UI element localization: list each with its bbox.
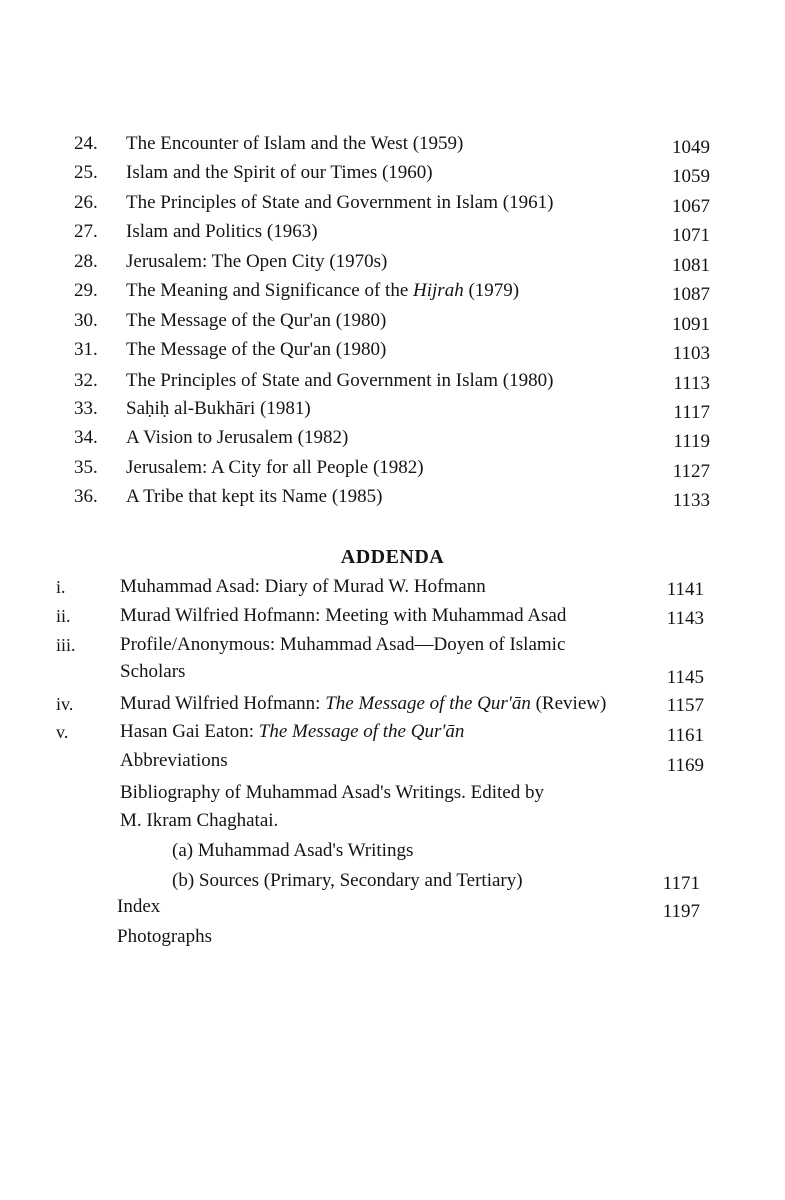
addendum-title: Murad Wilfried Hofmann: Meeting with Muhammad Asad — [120, 605, 567, 626]
entry-page: 1081 — [672, 255, 710, 276]
addendum-title — [120, 721, 464, 743]
addendum-title-line: Profile/Anonymous: Muhammad Asad—Doyen of Islamic — [120, 634, 566, 655]
addendum-title: Muhammad Asad: Diary of Murad W. Hofmann — [120, 576, 486, 597]
addendum-page: 1145 — [666, 667, 704, 688]
addenda-heading: ADDENDA — [340, 546, 445, 568]
addendum-number: i. — [56, 577, 66, 597]
entry-title: Jerusalem: The Open City (1970s) — [126, 251, 388, 272]
entry-number: 28. — [74, 251, 98, 272]
entry-page: 1067 — [672, 196, 710, 217]
entry-title: The Principles of State and Government in Islam (1961) — [126, 192, 554, 213]
abbreviations-page: 1169 — [666, 755, 704, 776]
entry-page: 1117 — [673, 402, 710, 423]
addendum-title-text: (Review) — [530, 693, 607, 714]
entry-number: 32. — [74, 370, 98, 391]
entry-page: 1091 — [672, 314, 710, 335]
entry-number: 34. — [74, 427, 98, 448]
addendum-title — [120, 693, 606, 715]
addendum-number: ii. — [56, 606, 71, 626]
entry-page: 1133 — [672, 490, 710, 511]
entry-title-text: (1979) — [463, 280, 520, 301]
entry-number: 25. — [74, 162, 98, 183]
entry-number: 31. — [74, 339, 98, 360]
bibliography-page: 1171 — [662, 873, 700, 894]
entry-title: The Encounter of Islam and the West (1959) — [126, 133, 464, 154]
entry-title: Islam and Politics (1963) — [126, 221, 318, 242]
bibliography-subsection: (b) Sources (Primary, Secondary and Tertiary) — [172, 870, 523, 891]
entry-number: 29. — [74, 280, 98, 301]
index-title: Index — [117, 896, 161, 917]
addendum-number: iii. — [56, 635, 76, 655]
bibliography-title-line: Bibliography of Muhammad Asad's Writings. Edited by — [120, 782, 544, 803]
entry-title-italic: Hijrah — [413, 280, 464, 301]
entry-page: 1071 — [672, 225, 710, 246]
addendum-page: 1157 — [666, 695, 704, 716]
entry-number: 36. — [74, 486, 98, 507]
addendum-title-italic: The Message of the Qur'ān — [325, 693, 531, 714]
index-page: 1197 — [662, 901, 700, 922]
entry-title: A Vision to Jerusalem (1982) — [126, 427, 349, 448]
addendum-number: iv. — [56, 694, 74, 714]
entry-title: The Principles of State and Government in Islam (1980) — [126, 370, 554, 391]
addendum-title-text: Murad Wilfried Hofmann: — [120, 693, 326, 714]
entry-number: 27. — [74, 221, 98, 242]
entry-number: 30. — [74, 310, 98, 331]
addendum-page: 1141 — [666, 579, 704, 600]
entry-title: The Message of the Qur'an (1980) — [126, 310, 387, 331]
addendum-title-text: Hasan Gai Eaton: — [120, 721, 259, 742]
entry-title: A Tribe that kept its Name (1985) — [126, 486, 383, 507]
entry-title: Jerusalem: A City for all People (1982) — [126, 457, 424, 478]
abbreviations-title: Abbreviations — [120, 750, 228, 771]
entry-title: Saḥiḥ al-Bukhāri (1981) — [126, 398, 311, 419]
entry-number: 24. — [74, 133, 98, 154]
entry-page: 1119 — [673, 431, 710, 452]
bibliography-subsection: (a) Muhammad Asad's Writings — [172, 840, 414, 861]
entry-title: Islam and the Spirit of our Times (1960) — [126, 162, 433, 183]
entry-title: The Message of the Qur'an (1980) — [126, 339, 387, 360]
addendum-page: 1161 — [666, 725, 704, 746]
addendum-title-italic: The Message of the Qur'ān — [258, 721, 465, 742]
entry-page: 1049 — [672, 137, 710, 158]
entry-page: 1103 — [672, 343, 710, 364]
entry-page: 1059 — [672, 166, 710, 187]
entry-number: 26. — [74, 192, 98, 213]
entry-number: 35. — [74, 457, 98, 478]
entry-title — [126, 280, 519, 302]
addendum-title-line: Scholars — [120, 661, 186, 682]
entry-page: 1127 — [672, 461, 710, 482]
entry-number: 33. — [74, 398, 98, 419]
entry-title-text: The Meaning and Significance of the — [126, 280, 414, 301]
entry-page: 1113 — [673, 373, 710, 394]
addendum-number: v. — [56, 722, 69, 742]
photographs-title: Photographs — [117, 926, 212, 947]
entry-page: 1087 — [672, 284, 710, 305]
addendum-page: 1143 — [666, 608, 704, 629]
bibliography-title-line: M. Ikram Chaghatai. — [120, 810, 279, 831]
